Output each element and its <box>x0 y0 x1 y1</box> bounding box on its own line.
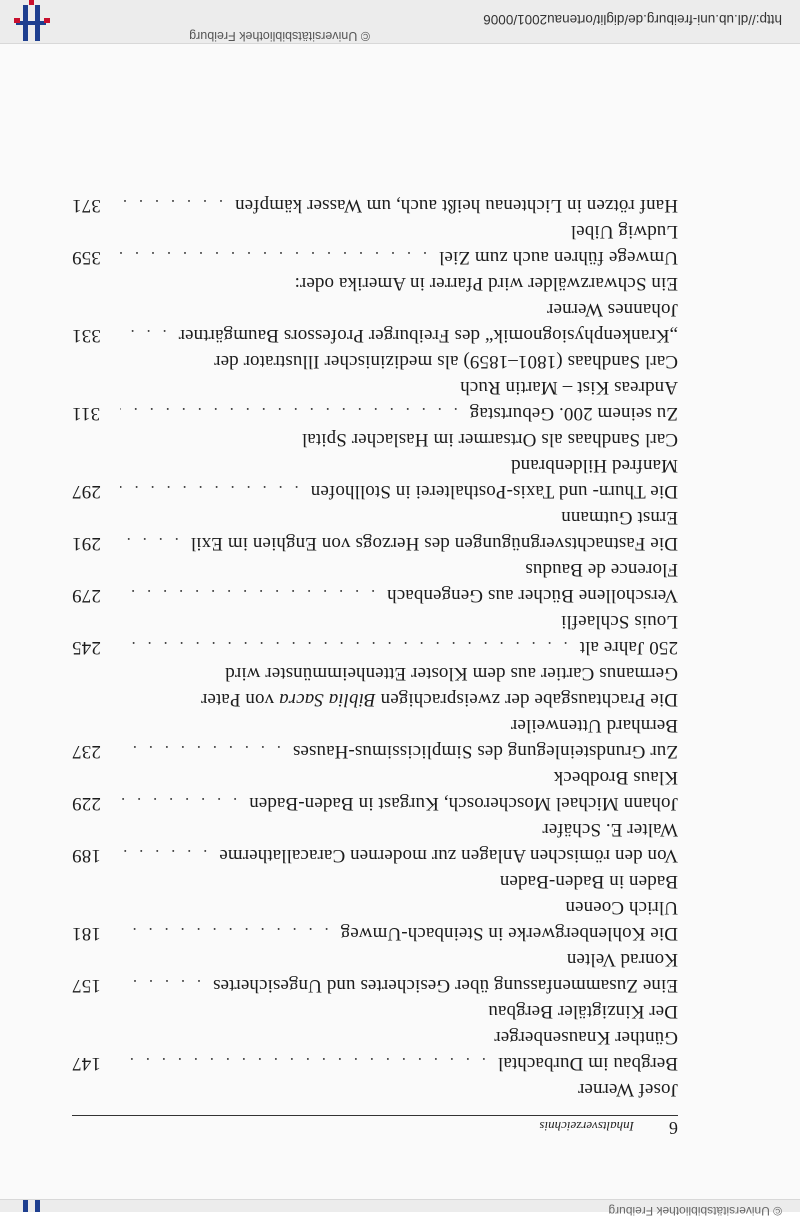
viewer-footer-bar <box>0 0 800 44</box>
dot-leader <box>120 477 299 503</box>
dot-leader <box>120 919 329 945</box>
toc-entry <box>72 478 678 530</box>
toc-title: Germanus Cartier aus dem Kloster Ettenheimmünster wird <box>225 663 678 684</box>
toc-author: Ludwig Uibel <box>570 221 678 242</box>
toc-title-line[interactable] <box>72 244 678 270</box>
toc-title: 250 Jahre alt <box>579 637 678 658</box>
dot-leader <box>120 399 458 425</box>
dot-leader <box>120 737 281 763</box>
viewer-top-strip <box>0 1199 800 1218</box>
toc-title-line[interactable] <box>72 478 678 504</box>
toc-page-number: 331 <box>72 325 101 346</box>
toc-entry <box>72 192 678 244</box>
dot-leader <box>120 321 167 347</box>
toc-author: Konrad Velten <box>566 949 678 970</box>
toc-title: Baden in Baden-Baden <box>499 871 678 892</box>
toc-title: Der Kinzigtäler Bergbau <box>488 1001 678 1022</box>
toc-title-line[interactable] <box>72 972 678 998</box>
toc-entry <box>72 582 678 634</box>
toc-page-number: 371 <box>72 195 101 216</box>
toc-page-number: 229 <box>72 793 101 814</box>
toc-author: Florence de Baudus <box>525 559 678 580</box>
toc-title-italic: Biblia Sacra <box>278 689 376 710</box>
toc-page-number: 311 <box>72 403 101 424</box>
dot-leader <box>120 633 568 659</box>
toc-author: Louis Schlaefli <box>560 611 678 632</box>
dot-leader <box>120 789 237 815</box>
toc-entry <box>72 322 678 400</box>
toc-title: Die Fastnachtsvergnügungen des Herzogs von Enghien im Exil <box>190 533 678 554</box>
toc-entry <box>72 530 678 582</box>
toc-author: Manfred Hildenbrand <box>510 455 678 476</box>
toc-title: Die Kohlenbergwerke in Steinbach-Umweg <box>340 923 678 944</box>
toc-title-line[interactable] <box>72 634 678 660</box>
toc-title: von Pater <box>200 689 275 710</box>
dot-leader <box>120 581 375 607</box>
toc-title: Eine Zusammenfassung über Gesichertes und Ungesichertes <box>212 975 678 996</box>
toc-entry <box>72 400 678 478</box>
page-number: 6 <box>669 1118 678 1138</box>
toc-page-number: 237 <box>72 741 101 762</box>
toc-author: Klaus Brodbeck <box>553 767 678 788</box>
dot-leader <box>120 191 223 217</box>
toc-title-line[interactable] <box>72 1050 678 1076</box>
toc-title-line[interactable] <box>72 530 678 556</box>
toc-title: Ein Schwarzwälder wird Pfarrer in Amerika oder: <box>294 273 678 294</box>
toc-title-line-1 <box>72 686 678 712</box>
toc-page-number: 291 <box>72 533 101 554</box>
toc-title: Die Prachtausgabe der zweisprachigen <box>380 689 678 710</box>
toc-title-line[interactable] <box>72 842 678 868</box>
toc-title-line[interactable] <box>72 790 678 816</box>
toc-title: „Krankenphysiognomik“ des Freiburger Professors Baumgärtner <box>178 325 678 346</box>
dot-leader <box>120 1049 486 1075</box>
toc-title-line[interactable] <box>72 192 678 218</box>
toc-author: Andreas Kist – Martin Ruch <box>460 377 678 398</box>
toc-author: Günther Knausenberger <box>494 1027 678 1048</box>
toc-page-number: 359 <box>72 247 101 268</box>
toc-title: Die Thurn- und Taxis-Posthalterei in Stollhofen <box>310 481 678 502</box>
table-of-contents <box>72 192 678 1102</box>
toc-author: Bernhard Uttenweiler <box>510 715 678 736</box>
toc-entry <box>72 244 678 322</box>
toc-author: Ulrich Coenen <box>565 897 678 918</box>
toc-title: Carl Sandhaas (1801–1859) als medizinischer Illustrator der <box>214 351 678 372</box>
toc-author: Johannes Werner <box>547 299 678 320</box>
toc-title: Hanf rötzen in Lichtenau heißt auch, um Wasser kämpfen <box>234 195 678 216</box>
toc-entry <box>72 920 678 972</box>
toc-title-line[interactable] <box>72 738 678 764</box>
toc-title: Umwege führen auch zum Ziel <box>438 247 678 268</box>
dot-leader <box>120 529 179 555</box>
dot-leader <box>120 841 207 867</box>
toc-page-number: 279 <box>72 585 101 606</box>
toc-page-number: 181 <box>72 923 101 944</box>
toc-page-number: 297 <box>72 481 101 502</box>
toc-entry <box>72 634 678 738</box>
footer-copyright: © Universitätsbibliothek Freiburg <box>189 29 370 43</box>
toc-title-line[interactable] <box>72 322 678 348</box>
toc-title-line[interactable] <box>72 400 678 426</box>
toc-title: Von den römischen Anlagen zur modernen Caracallatherme <box>219 845 678 866</box>
toc-author: Ernst Gutmann <box>561 507 678 528</box>
toc-author: Walter E. Schäfer <box>542 819 678 840</box>
dot-leader <box>120 243 427 269</box>
toc-entry <box>72 1050 678 1102</box>
toc-title: Zur Grundsteinlegung des Simplicissimus-Hauses <box>292 741 678 762</box>
toc-title: Bergbau im Durbachtal <box>497 1053 678 1074</box>
toc-title-line[interactable] <box>72 582 678 608</box>
top-strip-copyright: © Universitätsbibliothek Freiburg <box>608 1204 782 1218</box>
running-title: Inhaltsverzeichnis <box>539 1119 634 1134</box>
toc-page-number: 157 <box>72 975 101 996</box>
toc-title-line[interactable] <box>72 920 678 946</box>
toc-page-number: 245 <box>72 637 101 658</box>
toc-title: Zu seinem 200. Geburtstag <box>469 403 678 424</box>
running-header <box>72 1115 678 1140</box>
toc-entry <box>72 972 678 1050</box>
toc-page-number: 189 <box>72 845 101 866</box>
toc-author: Josef Werner <box>577 1079 678 1100</box>
toc-entry <box>72 842 678 920</box>
dot-leader <box>120 971 201 997</box>
permalink-url-link[interactable]: http://dl.ub.uni-freiburg.de/diglit/ortenau2001/0006 <box>483 12 782 27</box>
toc-entry <box>72 738 678 790</box>
toc-title: Johann Michael Moscherosch, Kurgast in Baden-Baden <box>249 793 678 814</box>
toc-page-number: 147 <box>72 1053 101 1074</box>
toc-entry <box>72 790 678 842</box>
toc-title: Carl Sandhaas als Ortsarmer im Haslacher Spital <box>301 429 678 450</box>
toc-title: Verschollene Bücher aus Gengenbach <box>387 585 678 606</box>
